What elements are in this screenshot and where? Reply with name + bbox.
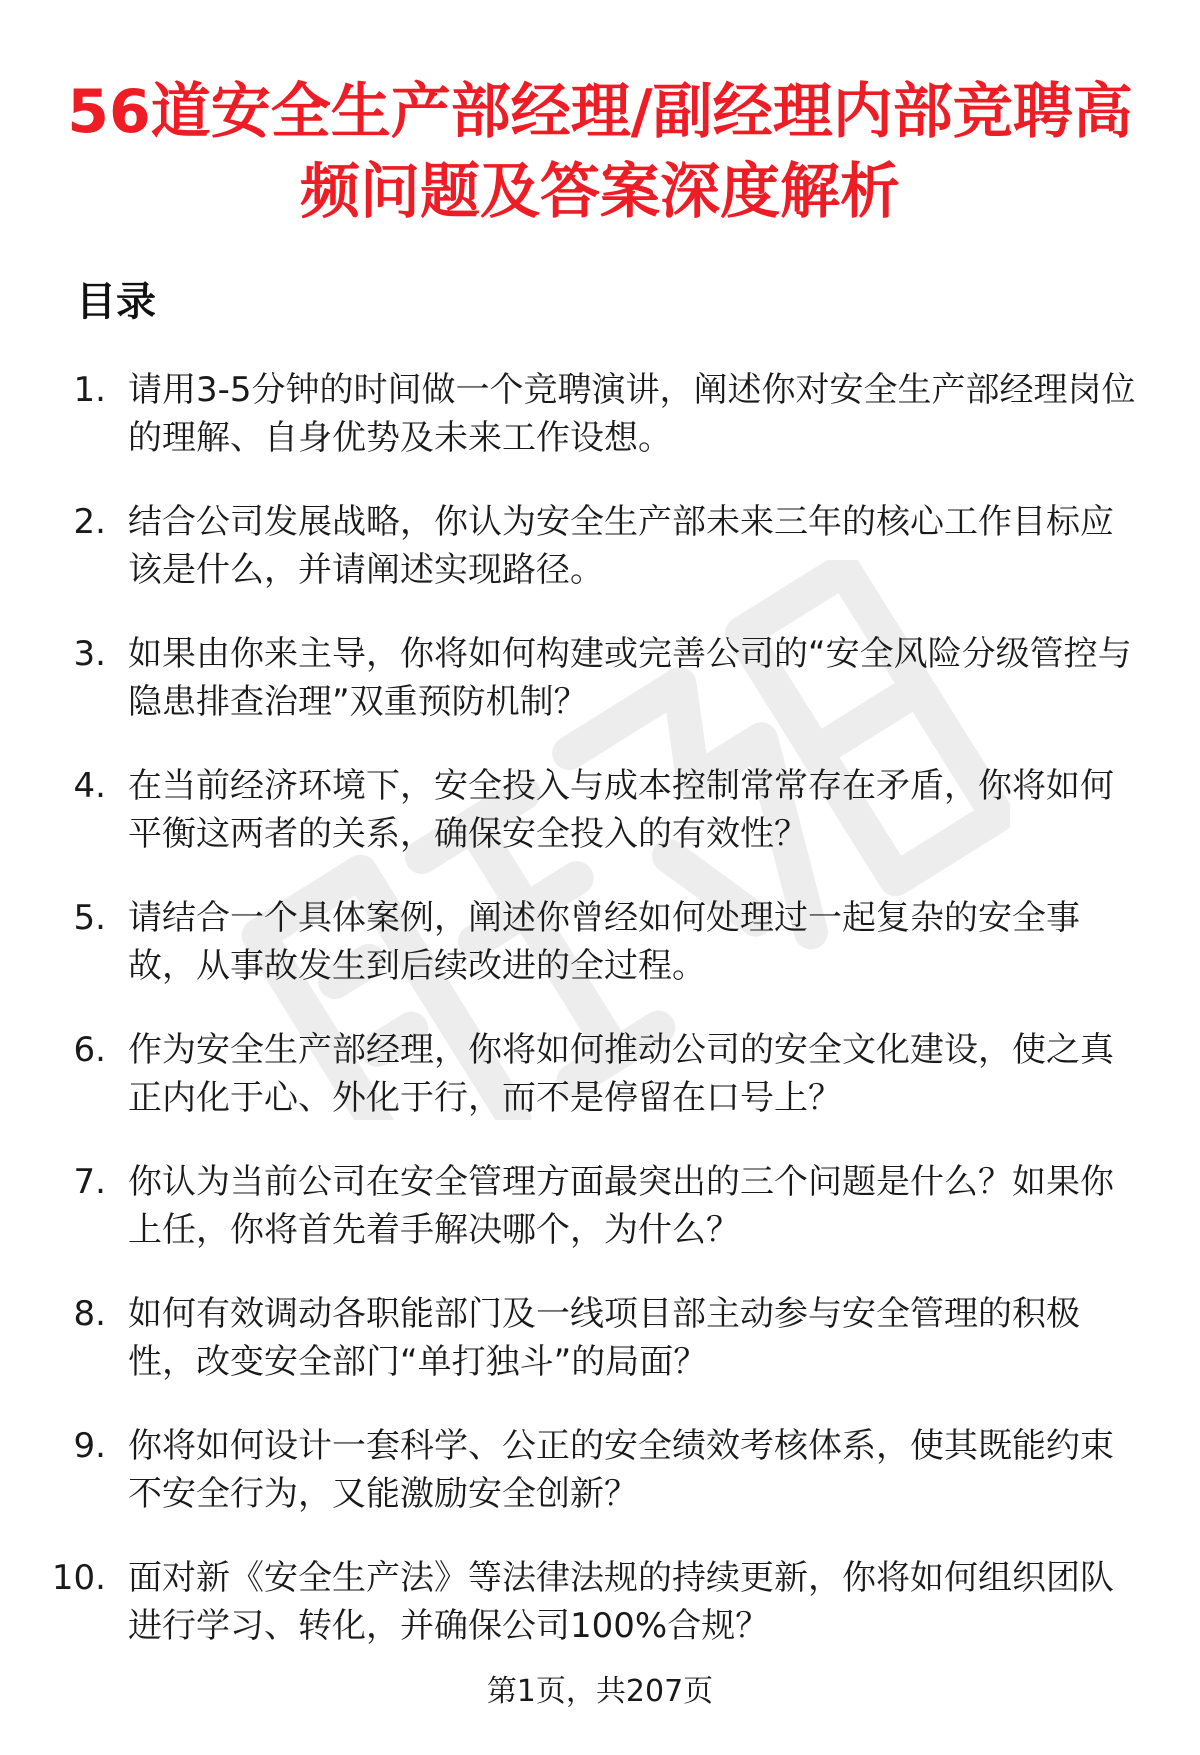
toc-item-text: 如何有效调动各职能部门及一线项目部主动参与安全管理的积极性，改变安全部门“单打独斗”的局面？ [128,1294,1080,1382]
toc-item-text: 你将如何设计一套科学、公正的安全绩效考核体系，使其既能约束不安全行为，又能激励安全创新？ [128,1426,1114,1514]
toc-item[interactable] [0,366,1200,498]
toc-item-number: 4. [73,766,106,806]
toc-item-number: 1. [73,370,106,410]
toc-item-number: 9. [73,1426,106,1466]
toc-item[interactable] [0,1158,1200,1290]
toc-item-number: 5. [73,898,106,938]
toc-item-text: 请用3-5分钟的时间做一个竞聘演讲，阐述你对安全生产部经理岗位的理解、自身优势及未来工作设想。 [128,370,1136,458]
toc-item-text: 请结合一个具体案例，阐述你曾经如何处理过一起复杂的安全事故，从事故发生到后续改进的全过程。 [128,898,1080,986]
toc-item-text: 面对新《安全生产法》等法律法规的持续更新，你将如何组织团队进行学习、转化，并确保公司100%合规？ [128,1558,1114,1646]
toc-item-number: 3. [73,634,106,674]
toc-item[interactable] [0,1026,1200,1158]
toc-item-text: 如果由你来主导，你将如何构建或完善公司的“安全风险分级管控与隐患排查治理”双重预防机制？ [128,634,1132,722]
toc-item-text: 在当前经济环境下，安全投入与成本控制常常存在矛盾，你将如何平衡这两者的关系，确保安全投入的有效性？ [128,766,1114,854]
toc-item-text: 你认为当前公司在安全管理方面最突出的三个问题是什么？如果你上任，你将首先着手解决哪个，为什么？ [128,1162,1114,1250]
toc-item[interactable] [0,630,1200,762]
toc-item-number: 7. [73,1162,106,1202]
toc-item-number: 10. [51,1558,106,1598]
toc-item-text: 结合公司发展战略，你认为安全生产部未来三年的核心工作目标应该是什么，并请阐述实现路径。 [128,502,1114,590]
toc-item[interactable] [0,762,1200,894]
page-counter: 第1页，共207页 [486,1674,714,1709]
toc-item[interactable] [0,1422,1200,1554]
toc-item[interactable] [0,894,1200,1026]
toc-heading: 目录 [76,279,156,325]
toc-list [0,366,1200,1686]
toc-item-number: 6. [73,1030,106,1070]
toc-item-number: 8. [73,1294,106,1334]
toc-item[interactable] [0,1290,1200,1422]
page-title: 56道安全生产部经理/副经理内部竞聘高频问题及答案深度解析 [67,77,1133,227]
toc-item-number: 2. [73,502,106,542]
toc-item[interactable] [0,1554,1200,1686]
toc-item[interactable] [0,498,1200,630]
toc-item-text: 作为安全生产部经理，你将如何推动公司的安全文化建设，使之真正内化于心、外化于行，而不是停留在口号上？ [128,1030,1114,1118]
